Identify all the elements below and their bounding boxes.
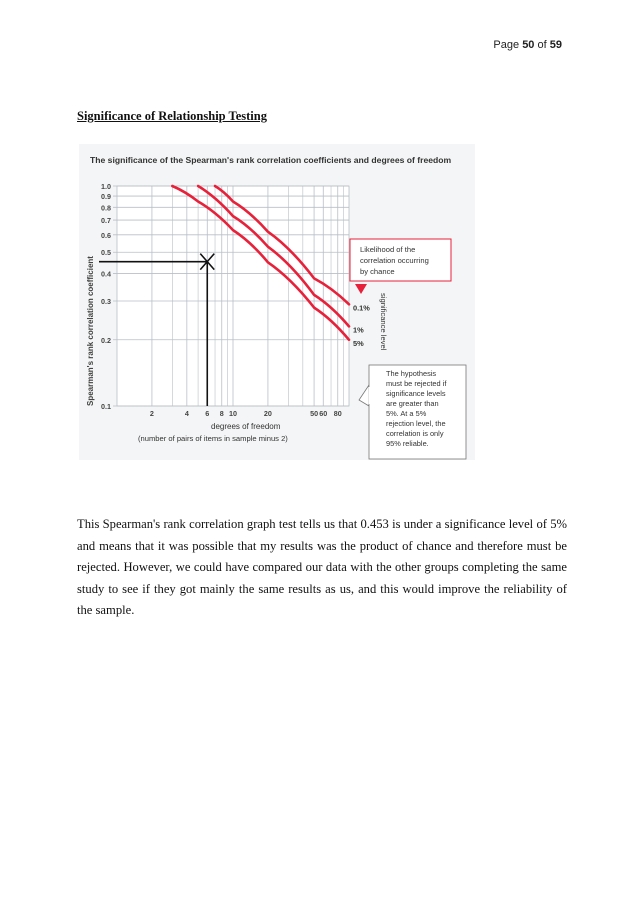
y-axis-label: Spearman's rank correlation coefficient [86, 256, 95, 406]
page-number: Page 50 of 59 [493, 39, 562, 51]
x-tick-label: 50 [310, 409, 319, 418]
hypothesis-line-1: The hypothesis [386, 369, 437, 378]
x-tick-label: 6 [205, 409, 210, 418]
likelihood-line-2: correlation occurring [360, 256, 429, 265]
chart-title: The significance of the Spearman's rank correlation coefficients and degrees of freedom [90, 155, 452, 165]
page-total: 59 [549, 39, 562, 51]
significance-level-label: significance level [379, 293, 388, 351]
y-tick-label: 0.5 [101, 248, 111, 258]
section-heading: Significance of Relationship Testing [77, 109, 267, 123]
y-tick-label: 0.3 [101, 297, 111, 307]
y-tick-label: 0.1 [101, 402, 111, 411]
hypothesis-line-3: significance levels [386, 389, 446, 398]
x-tick-label: 20 [263, 409, 272, 418]
x-tick-label: 60 [319, 409, 328, 418]
y-tick-label: 0.9 [101, 192, 111, 202]
x-tick-label: 4 [184, 409, 189, 418]
likelihood-line-3: by chance [360, 267, 395, 276]
x-tick-label: 10 [229, 409, 237, 418]
chart-svg [79, 144, 475, 460]
y-tick-label: 0.4 [101, 269, 111, 279]
y-tick-label: 0.2 [101, 335, 111, 345]
x-tick-label: 2 [149, 409, 154, 418]
hypothesis-line-2: must be rejected if [386, 379, 447, 388]
y-tick-label: 0.6 [101, 230, 111, 240]
y-tick-label: 0.8 [101, 203, 111, 213]
hypothesis-line-4: are greater than [386, 399, 439, 408]
hypothesis-line-6: rejection level, the [386, 419, 446, 428]
x-tick-label: 8 [219, 409, 224, 418]
hypothesis-line-5: 5%. At a 5% [386, 409, 427, 418]
hypothesis-line-7: correlation is only [386, 429, 444, 438]
x-tick-label: 80 [333, 409, 342, 418]
x-axis-label: degrees of freedom [211, 422, 281, 431]
hypothesis-line-8: 95% reliable. [386, 439, 429, 448]
page-current: 50 [522, 39, 535, 51]
series-label: 0.1% [353, 303, 370, 313]
likelihood-line-1: Likelihood of the [360, 245, 416, 254]
y-tick-label: 0.7 [101, 216, 111, 226]
spearman-significance-chart [79, 144, 475, 460]
y-tick-label: 1.0 [101, 182, 111, 191]
series-label: 5% [353, 338, 364, 348]
x-axis-sublabel: (number of pairs of items in sample minus 2) [138, 434, 288, 443]
series-label: 1% [353, 325, 364, 335]
body-paragraph: This Spearman's rank correlation graph test tells us that 0.453 is under a significance level of 5% and means that it was possible that my results was the product of chance and therefore must be rejected. However, we could have compared our data with the other groups completing the same study to see if they got mainly the same results as us, and this would improve the reliability of the sample. [77, 517, 567, 617]
